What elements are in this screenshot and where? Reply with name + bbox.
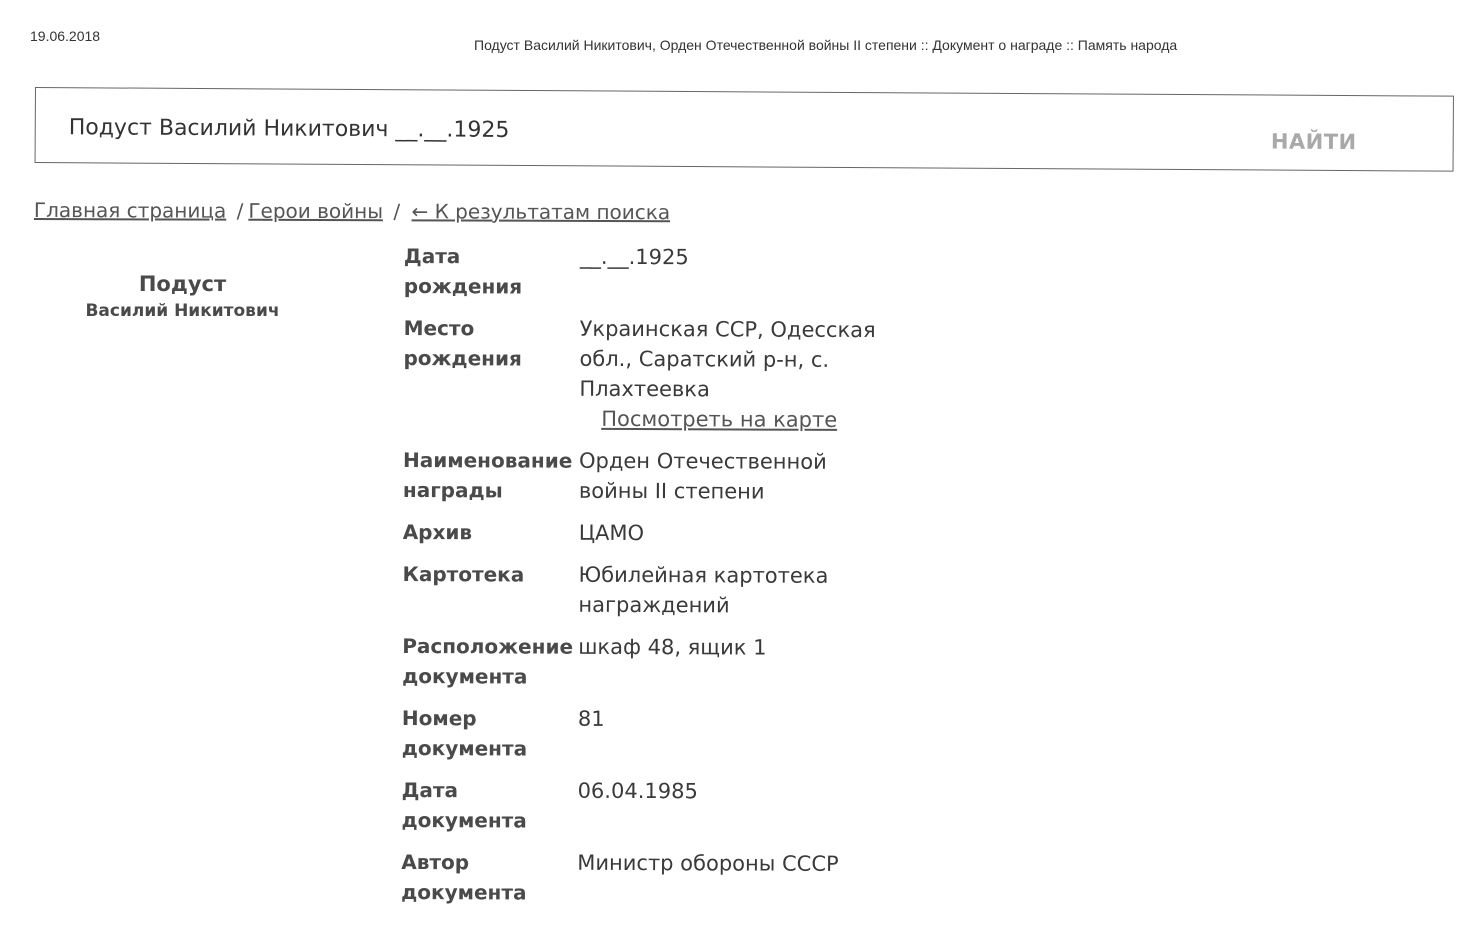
breadcrumb bbox=[34, 198, 670, 224]
detail-label: Расположение документа bbox=[402, 633, 574, 689]
search-bar bbox=[35, 87, 1454, 172]
detail-value: ЦАМО bbox=[578, 520, 645, 546]
detail-row-doc-author bbox=[401, 847, 921, 909]
detail-label: Дата рождения bbox=[403, 243, 523, 299]
hero-given-names: Василий Никитович bbox=[85, 301, 280, 321]
detail-value: 81 bbox=[577, 706, 605, 731]
back-to-results-link[interactable]: ← К результатам поиска bbox=[411, 199, 671, 225]
detail-row-birth-place bbox=[403, 313, 924, 435]
hero-surname: Подуст bbox=[138, 272, 227, 296]
detail-label: Дата документа bbox=[401, 777, 527, 833]
detail-row-doc-date bbox=[401, 775, 921, 837]
breadcrumb-separator: / bbox=[236, 198, 244, 223]
detail-value: Министр обороны СССР bbox=[577, 850, 839, 876]
award-details bbox=[401, 241, 924, 921]
detail-row-doc-number bbox=[402, 703, 922, 765]
detail-label: Картотека bbox=[402, 561, 525, 587]
breadcrumb-heroes-link[interactable]: Герои войны bbox=[248, 198, 384, 224]
detail-label: Номер документа bbox=[401, 705, 528, 761]
hero-name bbox=[80, 270, 285, 324]
detail-value: шкаф 48, ящик 1 bbox=[578, 634, 767, 660]
detail-value: __.__.1925 bbox=[579, 244, 689, 270]
detail-label: Наименование награды bbox=[402, 447, 573, 503]
detail-row-birth-date bbox=[404, 241, 924, 303]
detail-label: Архив bbox=[402, 519, 473, 545]
detail-label: Место рождения bbox=[403, 315, 522, 371]
breadcrumb-home-link[interactable]: Главная страница bbox=[33, 198, 227, 223]
detail-row-card-index bbox=[402, 559, 922, 621]
breadcrumb-separator: / bbox=[393, 199, 401, 224]
detail-value: Юбилейная картотека награждений bbox=[578, 562, 829, 618]
detail-value: 06.04.1985 bbox=[577, 778, 698, 804]
detail-value: Украинская ССР, Одесская обл., Саратский р-н, с. Плахтеевка bbox=[579, 316, 876, 402]
detail-row-archive bbox=[403, 517, 923, 549]
view-on-map-link[interactable]: Посмотреть на карте bbox=[601, 406, 838, 432]
detail-value-container bbox=[579, 314, 880, 435]
detail-row-award-name bbox=[403, 445, 923, 507]
detail-label: Автор документа bbox=[401, 849, 527, 905]
search-input[interactable]: Подуст Василий Никитович __.__.1925 bbox=[68, 115, 510, 143]
print-page-title: Подуст Василий Никитович, Орден Отечественной войны II степени :: Документ о награде :: Память народа bbox=[474, 37, 1178, 53]
detail-row-doc-location bbox=[402, 631, 922, 693]
search-button[interactable]: НАЙТИ bbox=[1270, 129, 1357, 155]
print-date: 19.06.2018 bbox=[30, 28, 101, 44]
detail-value: Орден Отечественной войны II степени bbox=[578, 448, 827, 504]
